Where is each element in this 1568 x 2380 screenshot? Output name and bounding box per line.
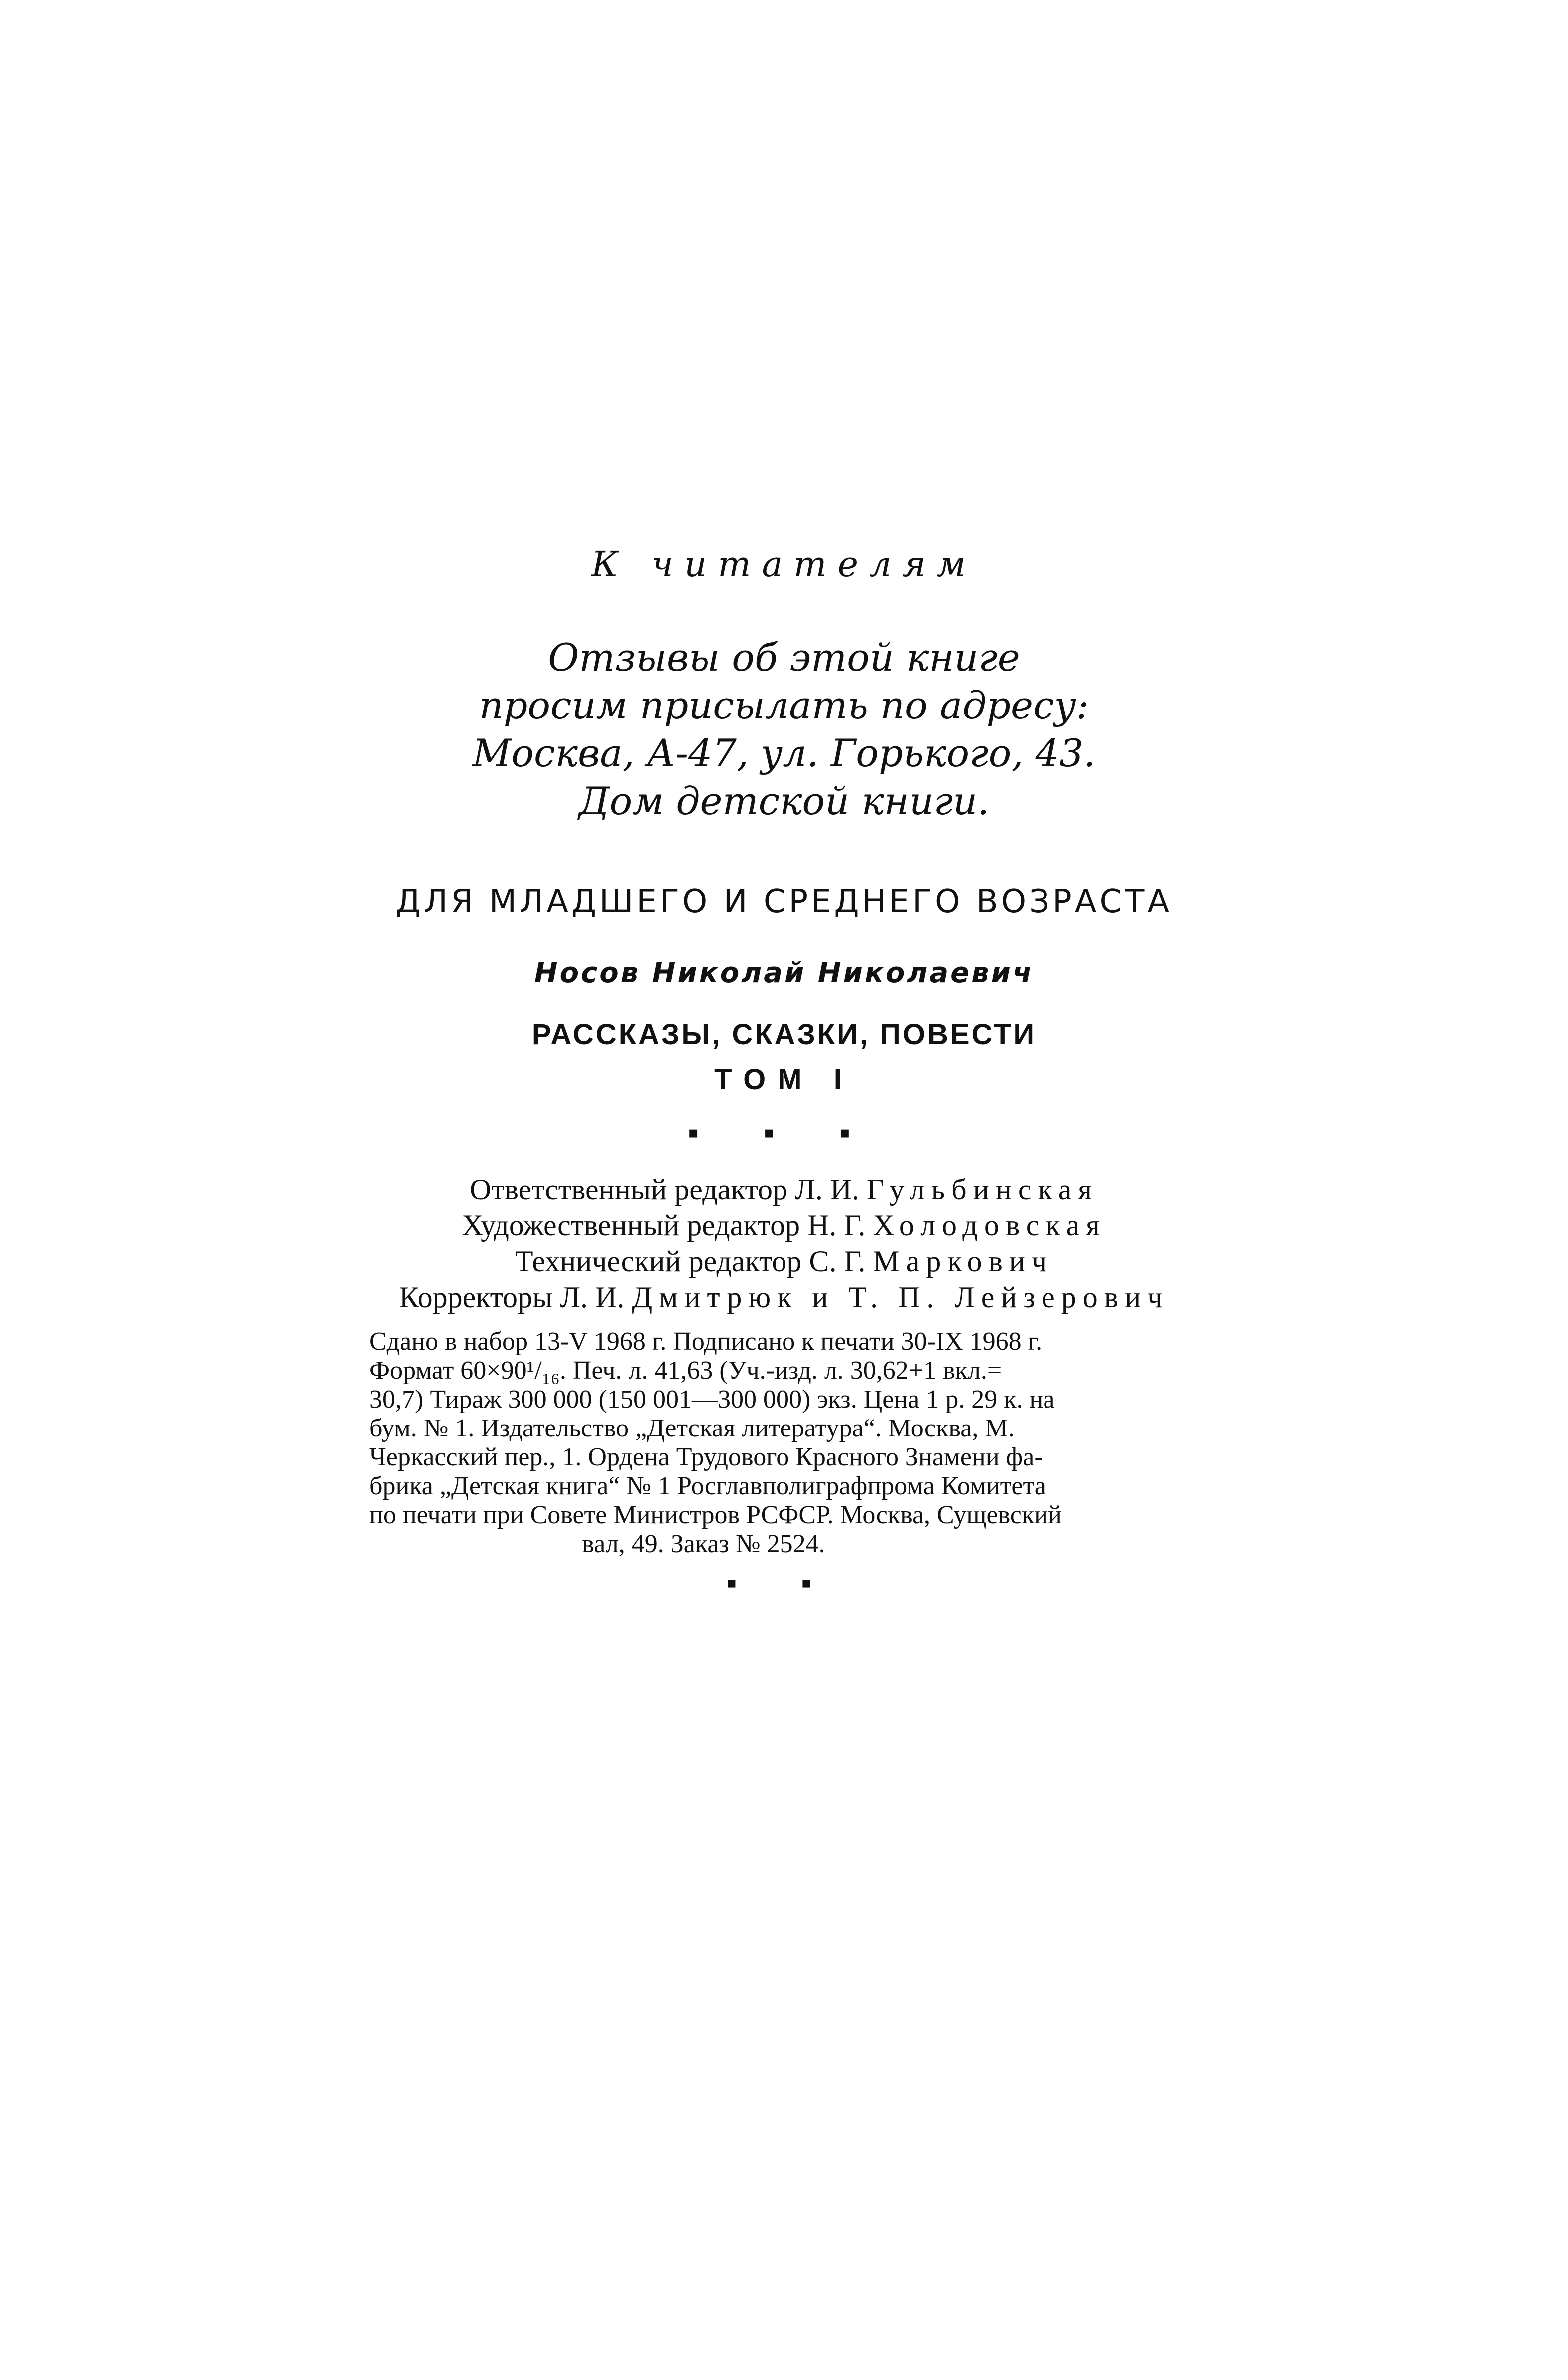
- credit-line: [0, 1243, 1568, 1279]
- reader-heading: К читателям: [591, 544, 977, 585]
- imprint-line: 30,7) Тираж 300 000 (150 001—300 000) экз. Цена 1 р. 29 к. на: [369, 1385, 1055, 1414]
- credit-name: Гульбинская: [867, 1173, 1098, 1206]
- printing-imprint: [369, 1327, 1208, 1559]
- imprint-line: Формат 60×90¹/₁₆. Печ. л. 41,63 (Уч.-изд. л. 30,62+1 вкл.=: [369, 1356, 1002, 1385]
- feedback-request: [0, 634, 1568, 825]
- credit-line: [0, 1279, 1568, 1315]
- volume-label: ТОМ I: [714, 1063, 854, 1096]
- credit-role: Художественный редактор Н. Г.: [462, 1209, 866, 1242]
- age-group-label: ДЛЯ МЛАДШЕГО И СРЕДНЕГО ВОЗРАСТА: [395, 883, 1173, 920]
- credit-name: Маркович: [873, 1245, 1053, 1278]
- credit-line: [0, 1207, 1568, 1243]
- book-title: РАССКАЗЫ, СКАЗКИ, ПОВЕСТИ: [531, 1018, 1037, 1051]
- credit-name: Дмитрюк и Т. П. Лейзерович: [632, 1281, 1169, 1314]
- imprint-line: вал, 49. Заказ № 2524.: [582, 1530, 825, 1558]
- imprint-line: Черкасский пер., 1. Ордена Трудового Красного Знамени фа-: [369, 1443, 1043, 1471]
- imprint-line: бум. № 1. Издательство „Детская литература“. Москва, М.: [369, 1414, 1015, 1442]
- editorial-credits: [0, 1172, 1568, 1315]
- credit-name: Холодовская: [873, 1209, 1106, 1242]
- feedback-line: Отзывы об этой книге: [548, 635, 1020, 680]
- feedback-line: просим присылать по адресу:: [479, 683, 1089, 727]
- feedback-line: Москва, А-47, ул. Горького, 43.: [472, 731, 1096, 775]
- imprint-line: по печати при Совете Министров РСФСР. Москва, Сущевский: [369, 1501, 1062, 1529]
- ornament-end: ▪ ▪: [726, 1574, 842, 1592]
- author-name: Носов Николай Николаевич: [534, 957, 1034, 989]
- credit-role: Ответственный редактор Л. И.: [470, 1173, 860, 1206]
- imprint-line: Сдано в набор 13-V 1968 г. Подписано к печати 30-IX 1968 г.: [369, 1327, 1043, 1356]
- credit-role: Технический редактор С. Г.: [515, 1245, 866, 1278]
- credit-line: [0, 1172, 1568, 1207]
- ornament-divider: ▪ ▪ ▪: [688, 1123, 880, 1142]
- credit-role: Корректоры Л. И.: [399, 1281, 625, 1314]
- imprint-line: брика „Детская книга“ № 1 Росглавполиграфпрома Комитета: [369, 1472, 1046, 1500]
- feedback-line: Дом детской книги.: [578, 779, 990, 823]
